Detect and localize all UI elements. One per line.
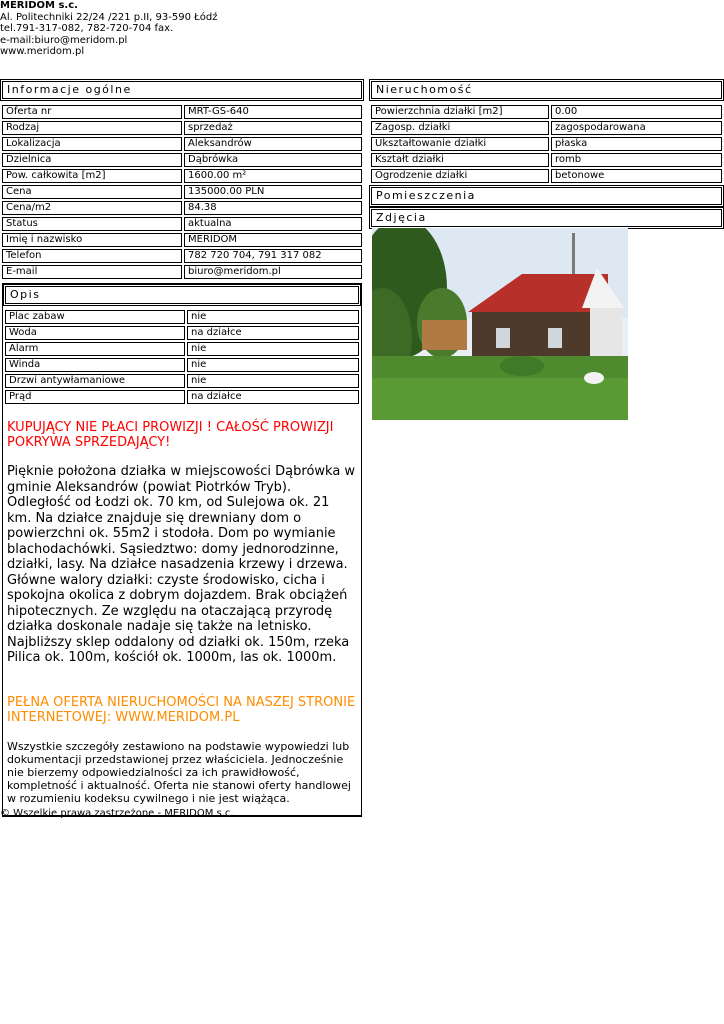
section-opis-title: Opis [5, 286, 359, 304]
table-row [5, 358, 359, 372]
row-value: nie [187, 374, 359, 388]
row-label: Zagosp. działki [371, 121, 549, 135]
table-row [5, 310, 359, 324]
row-label: Winda [5, 358, 185, 372]
row-value: 0.00 [551, 105, 722, 119]
property-description: Pięknie położona działka w miejscowości Dąbrówka w gminie Aleksandrów (powiat Piotrków Tryb). Odległość od Łodzi ok. 70 km, od Sulejowa ok. 21 km. Na działce znajduje się drewniany dom o powierzchni ok. 55m2 i stodoła. Dom po wymianie blachodachówki. Sąsiedztwo: domy jednorodzinne, działki, lasy. Na działce nasadzenia krzewy i drzewa. Główne walory działki: czyste środowisko, cicha i spokojna okolica z dobrym dojazdem. Brak obciążeń hipotecznych. Ze względu na otaczającą przyrodę działka doskonale nadaje się także na letnisko. Najbliższy sklep oddalony od działki ok. 150m, rzeka Pilica ok. 100m, kościół ok. 1000m, las ok. 1000m. [7, 464, 356, 665]
row-label: Cena/m2 [2, 201, 182, 215]
left-column [0, 79, 364, 819]
row-value: MRT-GS-640 [184, 105, 362, 119]
row-label: Ogrodzenie działki [371, 169, 549, 183]
table-row [2, 201, 362, 215]
row-value: 135000.00 PLN [184, 185, 362, 199]
row-value: zagospodarowana [551, 121, 722, 135]
section-general-title: Informacje ogólne [2, 81, 362, 99]
row-value: romb [551, 153, 722, 167]
table-row [5, 342, 359, 356]
disclaimer: Wszystkie szczegóły zestawiono na podstawie wypowiedzi lub dokumentacji przedstawionej przez właściciela. Jednocześnie nie bierzemy odpowiedzialności za ich prawidłowość, kompletność i aktualność. Oferta nie stanowi oferty handlowej w rozumieniu kodeksu cywilnego i nie jest wiążąca. [7, 739, 351, 805]
table-row [5, 326, 359, 340]
table-row [2, 121, 362, 135]
table-row [2, 169, 362, 183]
table-row [2, 233, 362, 247]
row-label: Prąd [5, 390, 185, 404]
agency-header [0, 0, 217, 58]
row-label: Oferta nr [2, 105, 182, 119]
general-table [0, 103, 364, 281]
table-row [5, 374, 359, 388]
table-row [371, 153, 722, 167]
row-label: Status [2, 217, 182, 231]
row-label: Woda [5, 326, 185, 340]
row-value: nie [187, 310, 359, 324]
promo-notice: PEŁNA OFERTA NIERUCHOMOŚCI NA NASZEJ STRONIE INTERNETOWEJ: WWW.MERIDOM.PL [7, 694, 356, 725]
table-row [2, 137, 362, 151]
section-rooms-title: Pomieszczenia [371, 187, 722, 205]
table-row [2, 153, 362, 167]
row-value: betonowe [551, 169, 722, 183]
row-label: Cena [2, 185, 182, 199]
property-photo[interactable] [372, 228, 628, 420]
company-name: MERIDOM s.c. [0, 0, 78, 11]
row-value: 782 720 704, 791 317 082 [184, 249, 362, 263]
row-label: Pow. całkowita [m2] [2, 169, 182, 183]
row-value: sprzedaż [184, 121, 362, 135]
table-row [371, 169, 722, 183]
company-phones: tel.791-317-082, 782-720-704 fax. [0, 23, 174, 34]
house-photo-image [372, 228, 628, 420]
row-value: na działce [187, 390, 359, 404]
row-value: nie [187, 358, 359, 372]
section-property-title: Nieruchomość [371, 81, 722, 99]
row-value: biuro@meridom.pl [184, 265, 362, 279]
row-label: Ukształtowanie działki [371, 137, 549, 151]
table-row [2, 265, 362, 279]
table-row [371, 105, 722, 119]
row-value: Dąbrówka [184, 153, 362, 167]
row-label: Rodzaj [2, 121, 182, 135]
commission-notice: KUPUJĄCY NIE PŁACI PROWIZJI ! CAŁOŚĆ PROWIZJI POKRYWA SPRZEDAJĄCY! [7, 420, 334, 450]
row-label: Lokalizacja [2, 137, 182, 151]
row-label: Powierzchnia działki [m2] [371, 105, 549, 119]
table-row [2, 217, 362, 231]
row-label: Alarm [5, 342, 185, 356]
table-row [5, 390, 359, 404]
row-label: Drzwi antywłamaniowe [5, 374, 185, 388]
description-box [2, 283, 362, 817]
row-label: Plac zabaw [5, 310, 185, 324]
row-value: MERIDOM [184, 233, 362, 247]
table-row [371, 137, 722, 151]
right-column [369, 79, 724, 231]
row-label: Telefon [2, 249, 182, 263]
row-value: na działce [187, 326, 359, 340]
company-www: www.meridom.pl [0, 46, 85, 57]
row-label: Dzielnica [2, 153, 182, 167]
row-label: E-mail [2, 265, 182, 279]
row-value: 1600.00 m² [184, 169, 362, 183]
row-value: 84.38 [184, 201, 362, 215]
company-email: e-mail:biuro@meridom.pl [0, 34, 128, 46]
property-table [369, 103, 724, 185]
company-address: Al. Politechniki 22/24 /221 p.II, 93-590 Łódź [0, 11, 218, 23]
table-row [2, 185, 362, 199]
row-value: Aleksandrów [184, 137, 362, 151]
copyright: © Wszelkie prawa zastrzeżone - MERIDOM s.c. [0, 808, 234, 819]
row-value: płaska [551, 137, 722, 151]
features-table [3, 308, 361, 406]
row-value: aktualna [184, 217, 362, 231]
table-row [371, 121, 722, 135]
section-photos-title: Zdjęcia [371, 209, 722, 227]
row-label: Imię i nazwisko [2, 233, 182, 247]
table-row [2, 249, 362, 263]
row-value: nie [187, 342, 359, 356]
row-label: Kształt działki [371, 153, 549, 167]
table-row [2, 105, 362, 119]
